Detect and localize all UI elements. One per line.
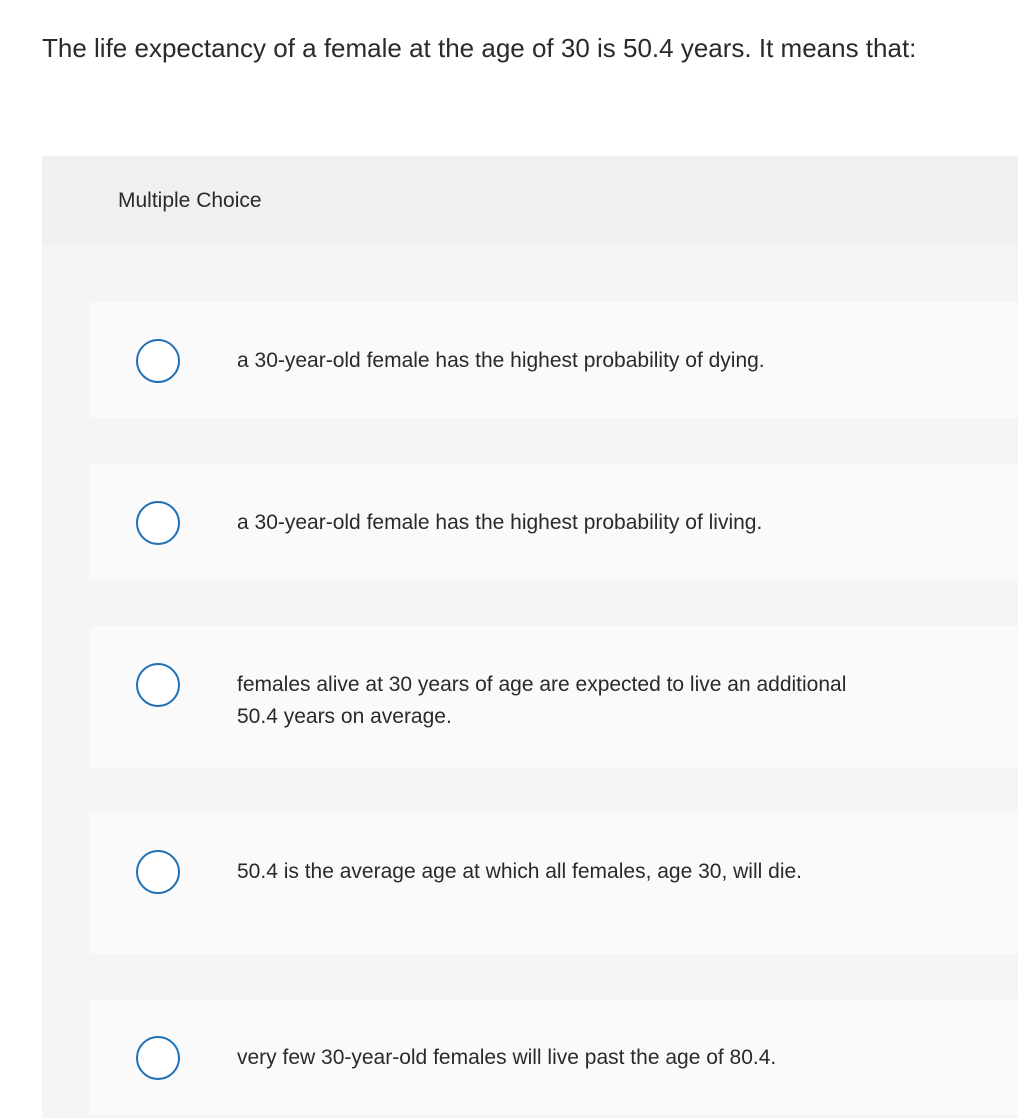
answer-option-4[interactable]: [89, 813, 1018, 954]
radio-button-5[interactable]: [136, 1036, 180, 1080]
answer-option-5-text: very few 30-year-old females will live past the age of 80.4.: [237, 1046, 777, 1069]
answer-option-3-text: females alive at 30 years of age are expected to live an additional 50.4 years on average.: [237, 673, 847, 728]
radio-button-3[interactable]: [136, 663, 180, 707]
panel-header: [42, 156, 1018, 245]
panel-label: Multiple Choice: [118, 189, 262, 212]
answer-option-1[interactable]: [89, 302, 1018, 418]
answer-option-3[interactable]: [89, 626, 1018, 768]
answer-option-4-text: 50.4 is the average age at which all females, age 30, will die.: [237, 860, 803, 883]
radio-button-1[interactable]: [136, 339, 180, 383]
answer-option-2-text: a 30-year-old female has the highest probability of living.: [237, 511, 763, 534]
radio-button-2[interactable]: [136, 501, 180, 545]
question-text: The life expectancy of a female at the age of 30 is 50.4 years. It means that:: [42, 33, 917, 63]
answer-option-5[interactable]: [89, 999, 1018, 1115]
multiple-choice-panel: [42, 156, 1018, 1118]
answer-option-2[interactable]: [89, 464, 1018, 580]
radio-button-4[interactable]: [136, 850, 180, 894]
answer-option-1-text: a 30-year-old female has the highest probability of dying.: [237, 349, 765, 372]
